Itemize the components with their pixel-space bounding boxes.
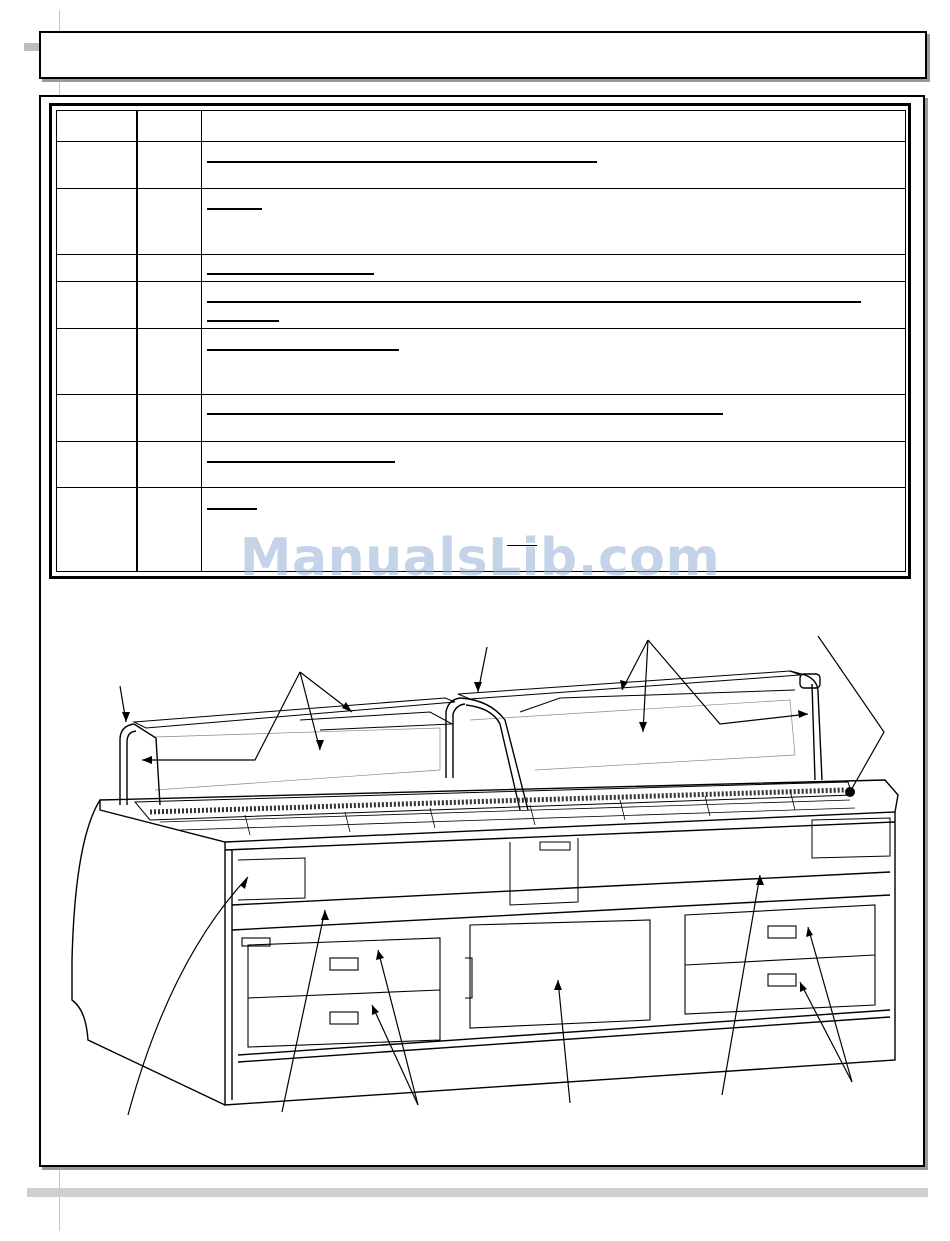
footer-bar [27,1188,928,1197]
left-drawers [242,938,440,1047]
display-case-diagram [60,620,910,1140]
table-heading-underline [207,320,279,322]
right-drawers [685,905,875,1014]
table-row-divider [57,328,905,329]
parts-table [56,110,906,572]
table-row-divider [57,188,905,189]
table-heading-underline [207,273,374,275]
case-body [72,800,895,1105]
table-row-divider [57,441,905,442]
table-heading-underline [207,508,257,510]
table-row-divider [57,487,905,488]
table-heading-underline [207,208,262,210]
table-heading-underline [207,349,399,351]
table-heading-underline [207,301,861,303]
table-heading-underline [207,161,597,163]
table-column-divider [136,111,138,571]
margin-tab [24,43,40,51]
page-header-box [39,31,927,79]
watermark: ManualsLib.com [239,528,721,588]
table-heading-underline [207,461,395,463]
sneeze-guard-posts [120,671,822,810]
table-row-divider [57,141,905,142]
table-row-divider [57,394,905,395]
center-door [465,920,650,1028]
table-heading-underline [207,413,723,415]
table-row-divider [57,254,905,255]
table-row-divider [57,281,905,282]
case-top-deck [100,780,898,842]
table-column-divider [201,111,202,571]
sneeze-guard-glass [134,671,800,790]
